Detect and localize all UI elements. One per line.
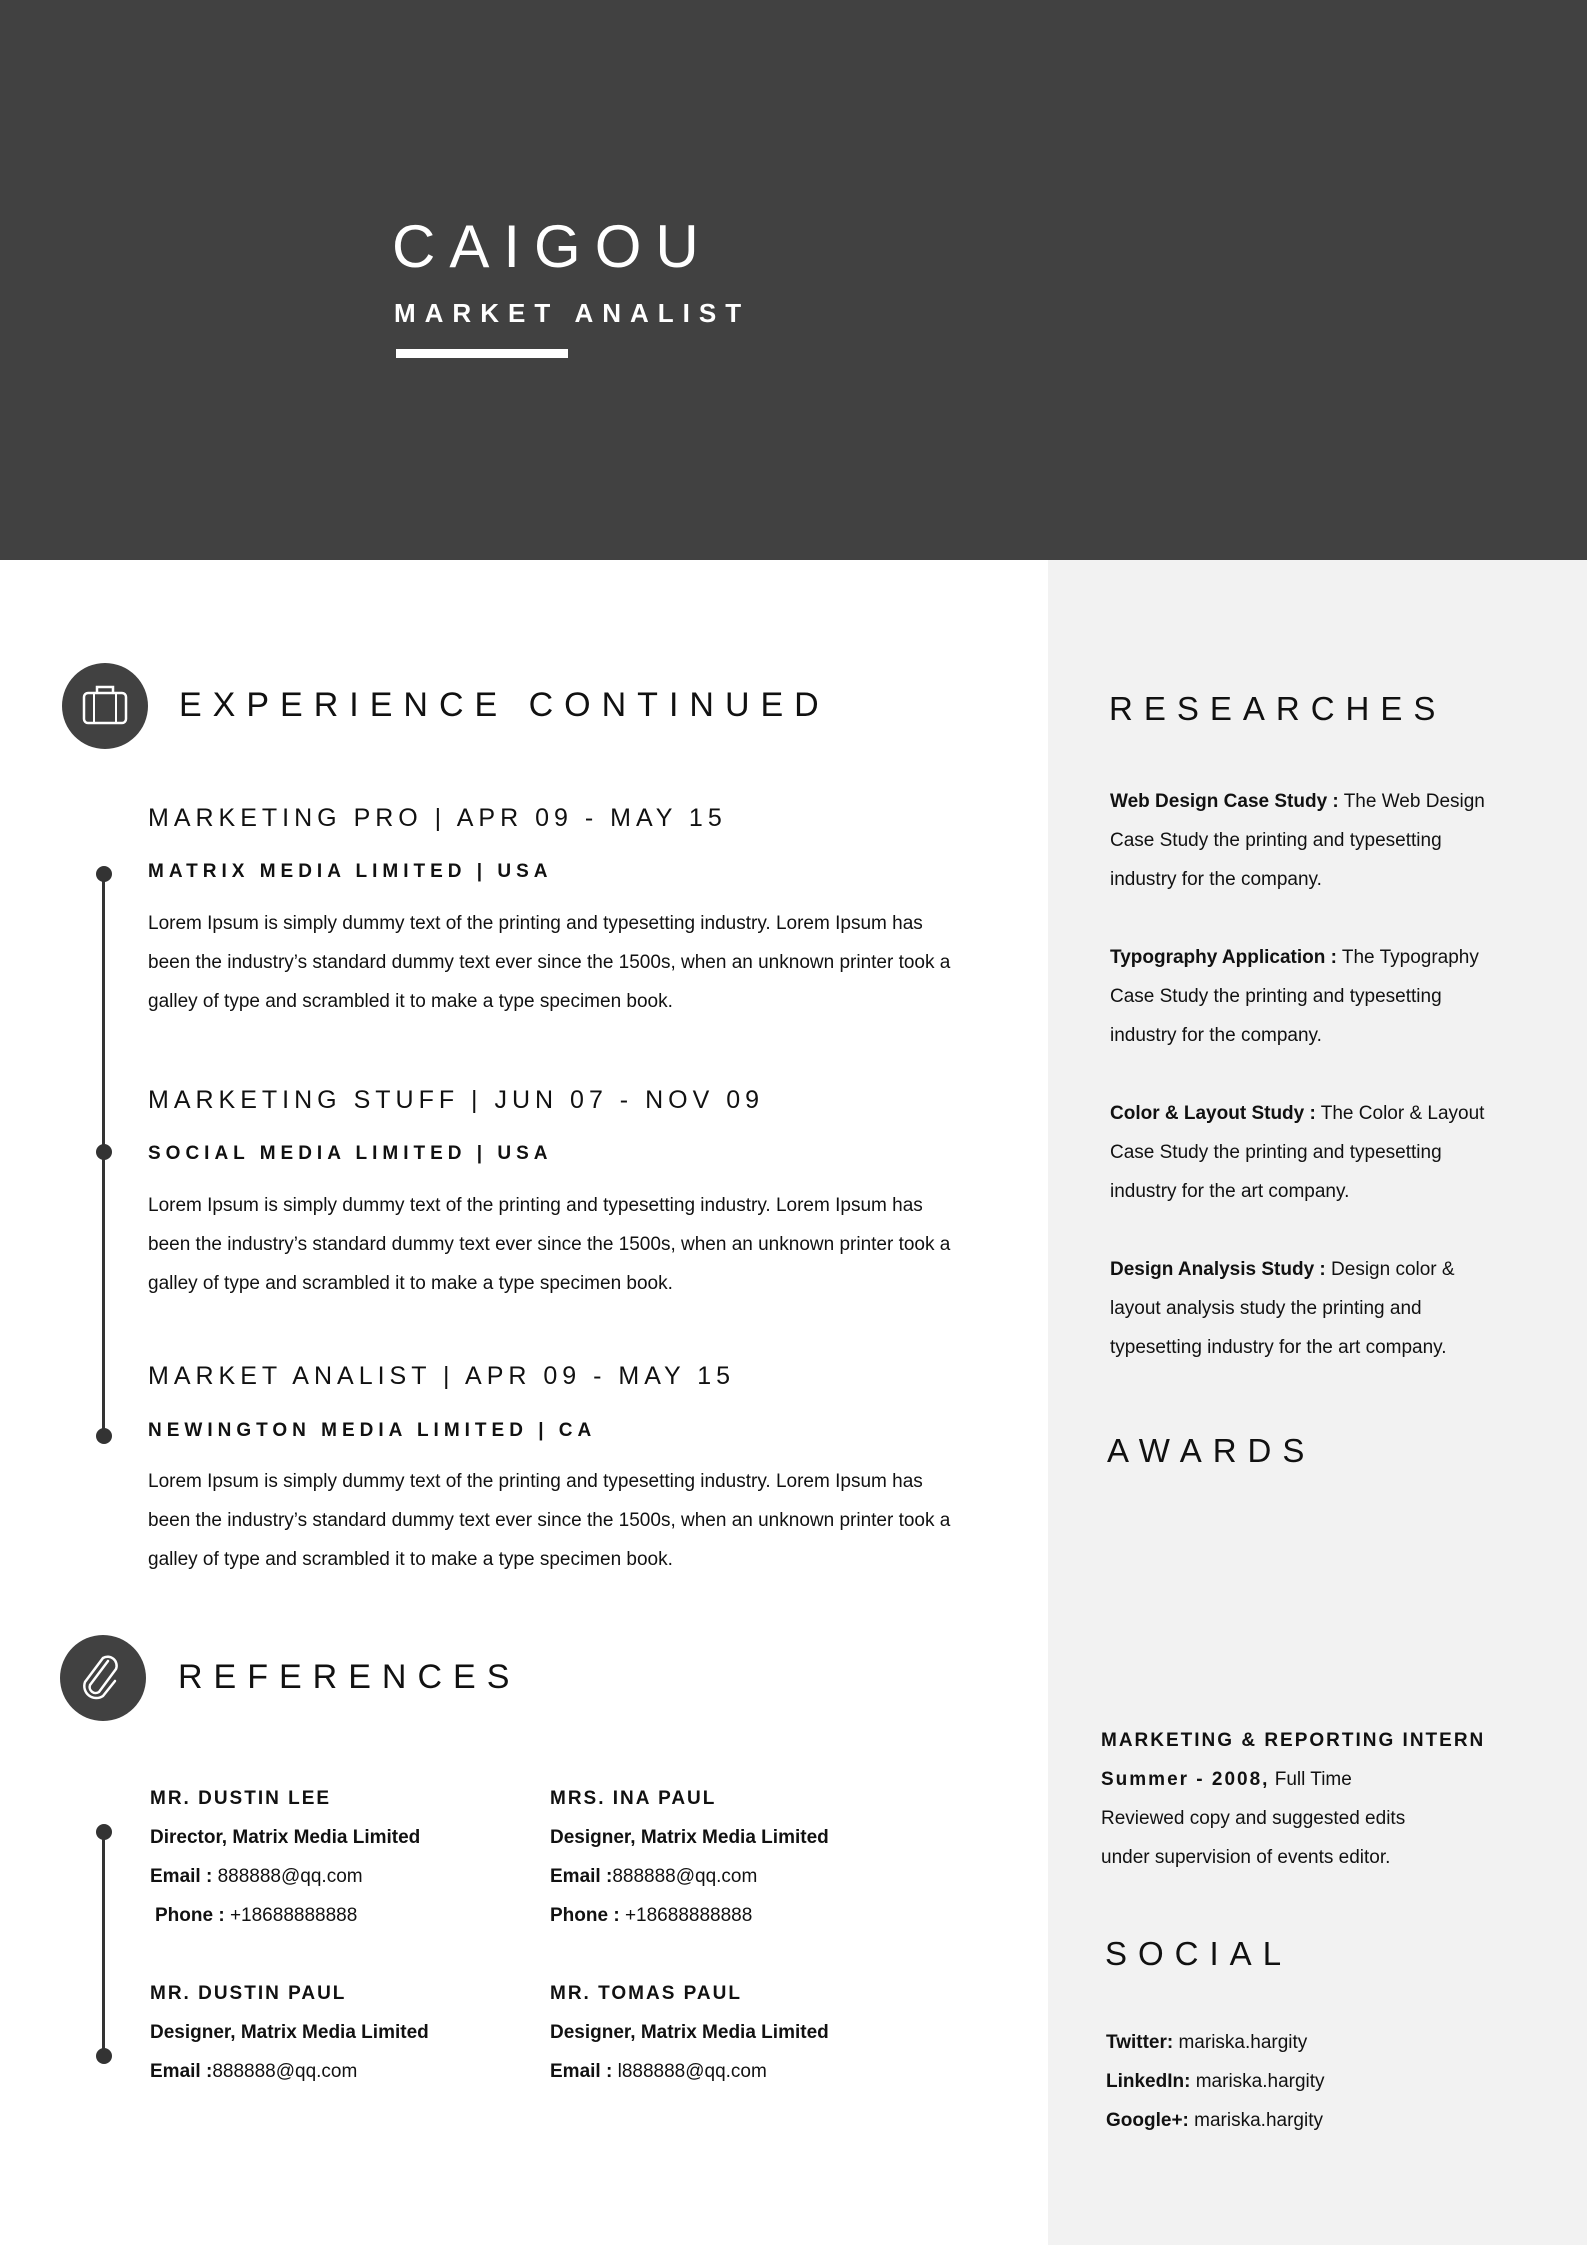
reference-email xyxy=(150,1857,420,1896)
research-text: typesetting industry for the art company. xyxy=(1110,1337,1447,1358)
awards-section-title: AWARDS xyxy=(1107,1432,1316,1469)
research-item xyxy=(1110,1094,1510,1211)
job-company: SOCIAL MEDIA LIMITED | USA xyxy=(148,1143,553,1164)
award-text: Reviewed copy and suggested edits xyxy=(1101,1808,1406,1829)
award-period: Summer - 2008, xyxy=(1101,1769,1270,1790)
phone-label: Phone : xyxy=(155,1905,225,1926)
reference-card xyxy=(550,1974,829,2091)
research-item xyxy=(1110,1250,1510,1367)
social-label: Google+: xyxy=(1106,2110,1189,2131)
email-value: l888888@qq.com xyxy=(612,2061,767,2082)
reference-name: MR. DUSTIN PAUL xyxy=(150,1983,347,2004)
job-title: MARKETING STUFF | JUN 07 - NOV 09 xyxy=(148,1086,765,1114)
email-label: Email : xyxy=(550,1866,613,1887)
timeline-dot xyxy=(96,2048,112,2064)
paperclip-icon xyxy=(60,1635,146,1721)
briefcase-icon xyxy=(62,663,148,749)
social-linkedin[interactable] xyxy=(1106,2062,1325,2101)
job-description-line: Lorem Ipsum is simply dummy text of the printing and typesetting industry. Lorem Ipsum has xyxy=(148,1195,923,1216)
research-text: industry for the art company. xyxy=(1110,1181,1350,1202)
social-label: LinkedIn: xyxy=(1106,2071,1191,2092)
reference-name: MR. TOMAS PAUL xyxy=(550,1983,742,2004)
header-banner xyxy=(0,0,1587,560)
research-text: layout analysis study the printing and xyxy=(1110,1298,1422,1319)
reference-card xyxy=(150,1974,429,2091)
job-description-line: galley of type and scrambled it to make a type specimen book. xyxy=(148,991,673,1012)
research-text: Case Study the printing and typesetting xyxy=(1110,830,1442,851)
research-text: industry for the company. xyxy=(1110,869,1322,890)
reference-card xyxy=(550,1779,829,1935)
research-text: Case Study the printing and typesetting xyxy=(1110,986,1442,1007)
role-underline xyxy=(396,349,568,358)
reference-phone xyxy=(150,1896,420,1935)
job-company: MATRIX MEDIA LIMITED | USA xyxy=(148,861,553,882)
research-item xyxy=(1110,782,1510,899)
phone-value: +18688888888 xyxy=(619,1905,753,1926)
email-value: 888888@qq.com xyxy=(612,1866,758,1887)
job-company: NEWINGTON MEDIA LIMITED | CA xyxy=(148,1420,597,1441)
experience-section-title: EXPERIENCE CONTINUED xyxy=(179,686,830,724)
reference-email xyxy=(550,1857,829,1896)
email-value: 888888@qq.com xyxy=(212,1866,363,1887)
job-description-line: Lorem Ipsum is simply dummy text of the printing and typesetting industry. Lorem Ipsum has xyxy=(148,913,923,934)
research-text: The Typography xyxy=(1336,947,1479,968)
reference-email xyxy=(150,2052,429,2091)
candidate-role: MARKET ANALIST xyxy=(394,298,751,328)
references-timeline xyxy=(102,1832,105,2057)
research-text: industry for the company. xyxy=(1110,1025,1322,1046)
job-description-line: been the industry’s standard dummy text ever since the 1500s, when an unknown printer took a xyxy=(148,1234,951,1255)
social-label: Twitter: xyxy=(1106,2032,1174,2053)
award-heading: MARKETING & REPORTING INTERN xyxy=(1101,1730,1486,1751)
reference-name: MRS. INA PAUL xyxy=(550,1788,717,1809)
job-description-line: galley of type and scrambled it to make a type specimen book. xyxy=(148,1549,673,1570)
social-value: mariska.hargity xyxy=(1188,2110,1323,2131)
reference-phone xyxy=(550,1896,829,1935)
research-text: Case Study the printing and typesetting xyxy=(1110,1142,1442,1163)
phone-label: Phone : xyxy=(550,1905,620,1926)
job-description-line: been the industry’s standard dummy text ever since the 1500s, when an unknown printer took a xyxy=(148,1510,951,1531)
job-description-line: been the industry’s standard dummy text ever since the 1500s, when an unknown printer took a xyxy=(148,952,951,973)
job-description xyxy=(148,1462,1008,1579)
researches-section-title: RESEARCHES xyxy=(1109,690,1447,727)
research-item xyxy=(1110,938,1510,1055)
references-section-title: REFERENCES xyxy=(178,1658,521,1696)
social-value: mariska.hargity xyxy=(1190,2071,1325,2092)
job-description-line: Lorem Ipsum is simply dummy text of the printing and typesetting industry. Lorem Ipsum has xyxy=(148,1471,923,1492)
timeline-dot xyxy=(96,866,112,882)
research-text: The Color & Layout xyxy=(1315,1103,1485,1124)
research-label: Color & Layout Study : xyxy=(1110,1103,1316,1124)
reference-card xyxy=(150,1779,420,1935)
reference-name: MR. DUSTIN LEE xyxy=(150,1788,332,1809)
research-text: Design color & xyxy=(1325,1259,1455,1280)
research-label: Typography Application : xyxy=(1110,947,1337,968)
reference-position: Designer, Matrix Media Limited xyxy=(550,2022,829,2043)
timeline-dot xyxy=(96,1144,112,1160)
reference-email xyxy=(550,2052,829,2091)
award-item xyxy=(1101,1721,1531,1877)
email-label: Email : xyxy=(150,1866,213,1887)
email-label: Email : xyxy=(150,2061,213,2082)
award-text: under supervision of events editor. xyxy=(1101,1847,1391,1868)
email-label: Email : xyxy=(550,2061,613,2082)
reference-position: Director, Matrix Media Limited xyxy=(150,1827,421,1848)
reference-position: Designer, Matrix Media Limited xyxy=(550,1827,829,1848)
job-title: MARKETING PRO | APR 09 - MAY 15 xyxy=(148,804,727,832)
social-value: mariska.hargity xyxy=(1173,2032,1308,2053)
reference-position: Designer, Matrix Media Limited xyxy=(150,2022,429,2043)
timeline-dot xyxy=(96,1824,112,1840)
research-text: The Web Design xyxy=(1338,791,1485,812)
job-description xyxy=(148,904,1008,1021)
social-googleplus[interactable] xyxy=(1106,2101,1325,2140)
email-value: 888888@qq.com xyxy=(212,2061,358,2082)
job-description xyxy=(148,1186,1008,1303)
social-list xyxy=(1106,2023,1325,2140)
phone-value: +18688888888 xyxy=(224,1905,358,1926)
job-title: MARKET ANALIST | APR 09 - MAY 15 xyxy=(148,1362,736,1390)
candidate-name: CAIGOU xyxy=(392,213,713,280)
award-type: Full Time xyxy=(1269,1769,1352,1790)
social-section-title: SOCIAL xyxy=(1105,1935,1293,1972)
research-label: Web Design Case Study : xyxy=(1110,791,1339,812)
research-label: Design Analysis Study : xyxy=(1110,1259,1326,1280)
social-twitter[interactable] xyxy=(1106,2023,1325,2062)
job-description-line: galley of type and scrambled it to make a type specimen book. xyxy=(148,1273,673,1294)
timeline-dot xyxy=(96,1428,112,1444)
